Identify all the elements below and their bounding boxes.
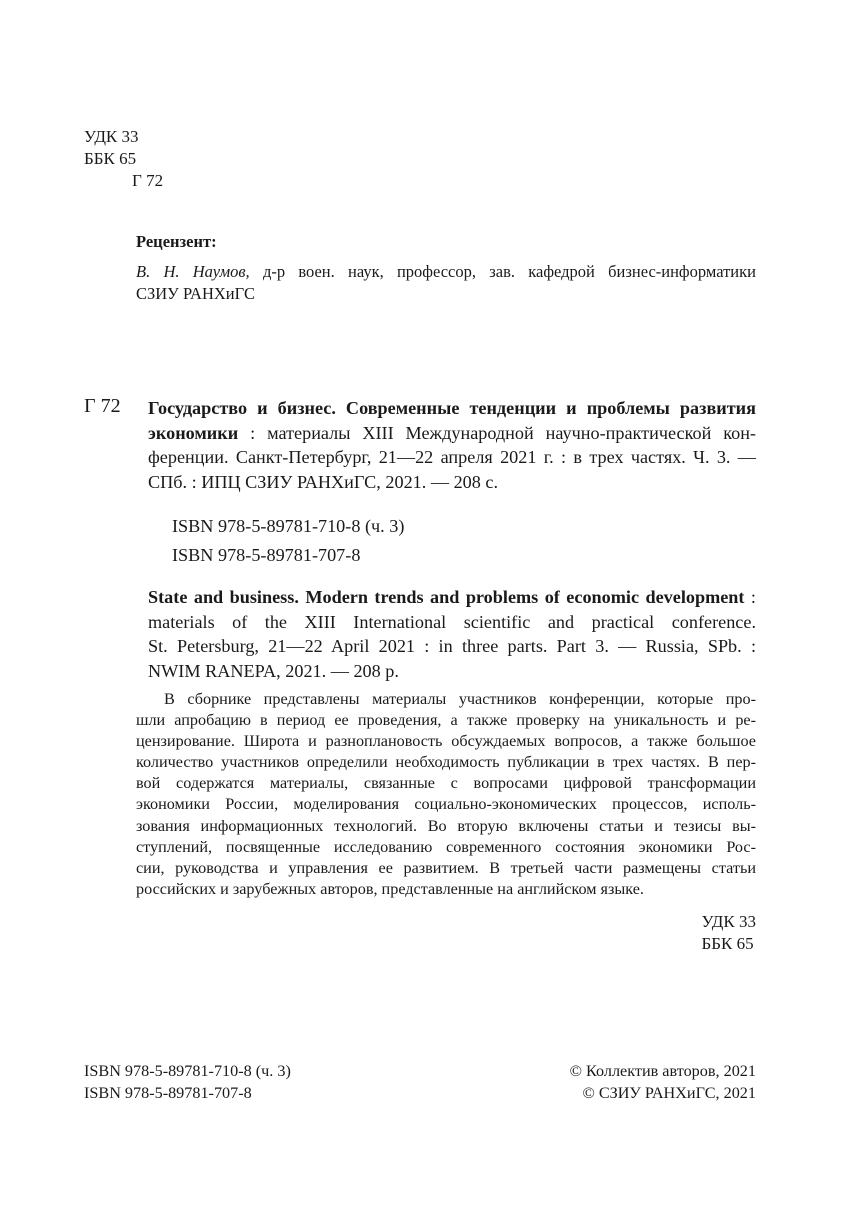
isbn-footer [84,1061,291,1104]
reviewer-credentials: д-р воен. наук, профессор, зав. кафедрой бизнес-информатики [249,261,756,281]
annotation-line: экономики России, моделирования социально-экономических процессов, исполь- [136,795,756,814]
bbk-code-right: ББК 65 [701,934,754,953]
annotation-line: В сборнике представлены материалы участников конференции, которые про- [164,690,756,708]
classification-codes-right [701,911,756,955]
isbn-part: ISBN 978-5-89781-710-8 (ч. 3) [172,516,405,536]
reviewer-heading: Рецензент: [136,232,217,251]
bbk-code: ББК 65 [84,149,137,168]
catalog-mark: Г 72 [84,395,121,417]
annotation-line: сии, руководства и управления ее развитием. В третьей части размещены статьи [136,858,756,877]
english-entry [148,585,756,683]
reviewer-line-2: СЗИУ РАНХиГС [136,284,255,303]
copyright-notice [570,1061,756,1104]
classification-codes [84,126,163,192]
reviewer-name: В. Н. Наумов, [136,261,250,281]
isbn-list [172,512,404,569]
annotation-line: цензирование. Широта и разноплановость обсуждаемых вопросов, а также большое [136,732,756,751]
annotation [136,689,756,900]
udk-code-right: УДК 33 [701,912,756,931]
copyright-publisher: © СЗИУ РАНХиГС, 2021 [582,1083,756,1102]
annotation-line: российских и зарубежных авторов, представленные на английском языке. [136,879,644,898]
entry-title-line-1: Государство и бизнес. Современные тенденции и проблемы развития [148,398,756,418]
copyright-authors: © Коллектив авторов, 2021 [569,1062,756,1080]
annotation-line: ступлений, посвященные исследованию современного состояния экономики Рос- [136,837,756,856]
udk-code: УДК 33 [84,127,139,146]
annotation-line: вой содержатся материалы, связанные с вопросами цифровой трансформации [136,774,756,793]
reviewer-block [136,231,756,306]
entry-line-2: экономики : материалы XIII Международной научно-практической кон- [148,422,756,443]
english-line-3: St. Petersburg, 21—22 April 2021 : in three parts. Part 3. — Russia, SPb. : [148,636,756,657]
isbn-footer-set: ISBN 978-5-89781-707-8 [84,1083,252,1102]
isbn-footer-part: ISBN 978-5-89781-710-8 (ч. 3) [84,1062,291,1080]
bibliographic-entry [148,396,756,494]
annotation-line: шли апробацию в период ее проведения, а также проверку на уникальность и ре- [136,711,756,730]
author-mark: Г 72 [132,171,164,190]
reviewer-line-1 [136,261,756,284]
english-line-1: State and business. Modern trends and problems of economic development : [148,587,756,607]
english-line-4: NWIM RANEPA, 2021. — 208 p. [148,660,399,681]
entry-line-4: СПб. : ИПЦ СЗИУ РАНХиГС, 2021. — 208 с. [148,471,499,492]
isbn-set: ISBN 978-5-89781-707-8 [172,544,361,565]
annotation-line: зования информационных технологий. Во вторую включены статьи и тезисы вы- [136,816,756,835]
entry-line-3: ференции. Санкт-Петербург, 21—22 апреля 2021 г. : в трех частях. Ч. 3. — [148,447,756,468]
annotation-line: количество участников определили необходимость публикации в трех частях. В пер- [136,753,756,772]
english-line-2: materials of the XIII International scientific and practical conference. [148,611,756,632]
